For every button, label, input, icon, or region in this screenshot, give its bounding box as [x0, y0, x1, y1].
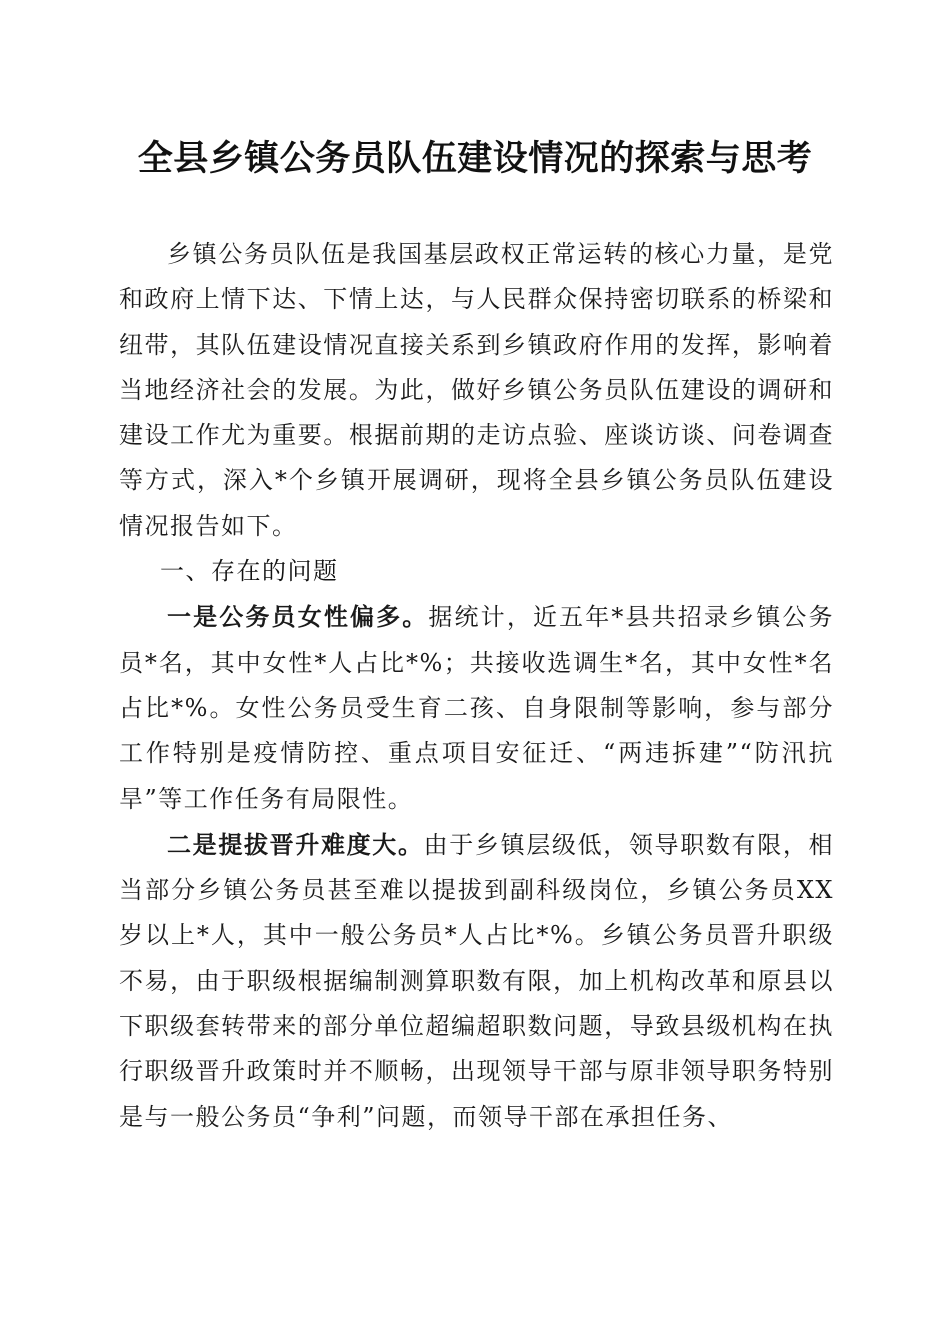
- point-text-1: 据统计，近五年*县共招录乡镇公务员*名，其中女性*人占比*%；共接收选调生*名，其中女性*名占比*%。女性公务员受生育二孩、自身限制等影响，参与部分工作特别是疫情防控、重点项目安征迁、“两违拆建”“防汛抗旱”等工作任务有局限性。: [119, 603, 835, 813]
- document-body: [119, 232, 834, 1140]
- intro-paragraph: 乡镇公务员队伍是我国基层政权正常运转的核心力量，是党和政府上情下达、下情上达，与人民群众保持密切联系的桥梁和纽带，其队伍建设情况直接关系到乡镇政府作用的发挥，影响着当地经济社会的发展。为此，做好乡镇公务员队伍建设的调研和建设工作尤为重要。根据前期的走访点验、座谈访谈、问卷调查等方式，深入*个乡镇开展调研，现将全县乡镇公务员队伍建设情况报告如下。: [119, 240, 834, 540]
- document-title: 全县乡镇公务员队伍建设情况的探索与思考: [137, 138, 813, 179]
- point-text-2: 由于乡镇层级低，领导职数有限，相当部分乡镇公务员甚至难以提拔到副科级岗位，乡镇公务员XX岁以上*人，其中一般公务员*人占比*%。乡镇公务员晋升职级不易，由于职级根据编制测算职数有限，加上机构改革和原县以下职级套转带来的部分单位超编超职数问题，导致县级机构在执行职级晋升政策时并不顺畅，出现领导干部与原非领导职务特别是与一般公务员“争利”问题，而领导干部在承担任务、: [119, 830, 835, 1131]
- section-heading: 一、存在的问题: [160, 557, 339, 586]
- point-paragraph-2: [119, 822, 834, 1140]
- point-lead-2: 二是提拔晋升难度大。: [167, 829, 424, 859]
- point-paragraph-1: [119, 594, 834, 821]
- point-lead-1: 一是公务员女性偏多。: [167, 602, 429, 632]
